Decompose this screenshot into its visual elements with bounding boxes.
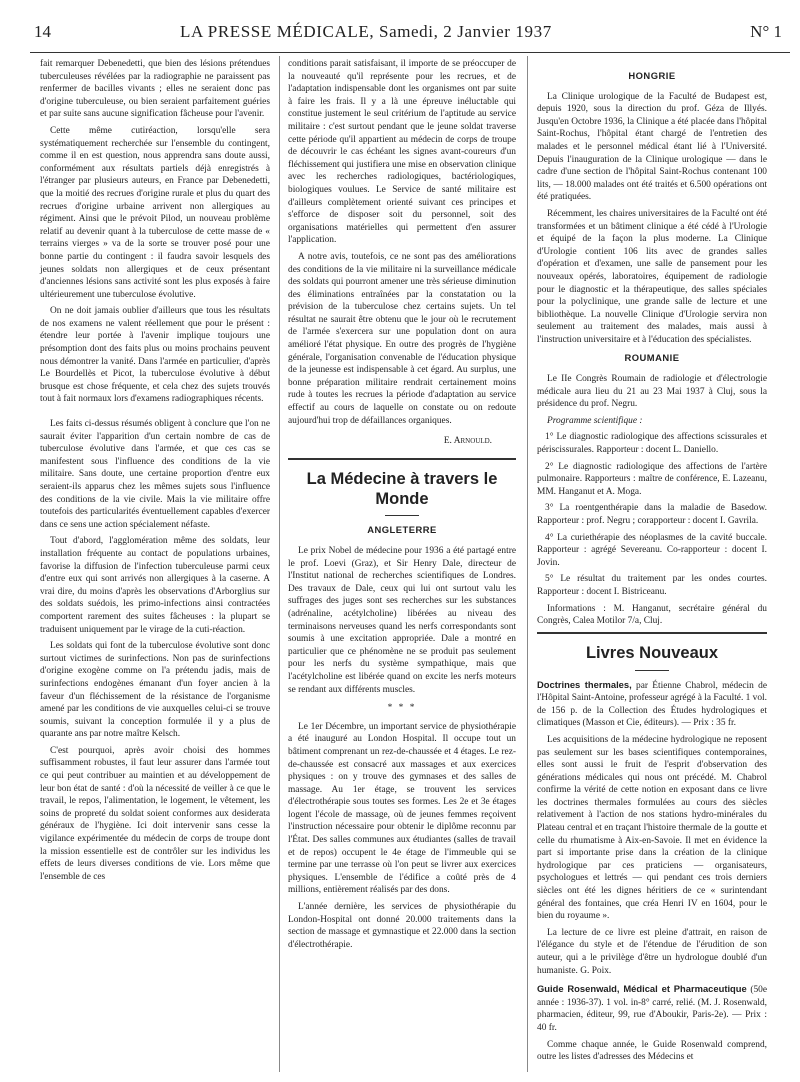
list-item: 5° Le résultat du traitement par les ondes courtes. Rapporteur : docent I. Bistriceanu. [537, 574, 767, 597]
paragraph: Comme chaque année, le Guide Rosenwald comprend, outre les listes d'adresses des Médecins et [537, 1039, 767, 1063]
list-item: 4° La curiethérapie des néoplasmes de la cavité buccale. Rapporteur : agrégé Severeanu. Co-rapporteur : docent I. Jovin. [537, 532, 767, 568]
column-divider [279, 56, 280, 1072]
paragraph: C'est pourquoi, après avoir choisi des hommes suffisamment robustes, il faut leur assurer dans l'armée tout ce qui peut contribuer au maintien et au développement de leur bon état de santé : d'où la nécessité de veiller à ce que le travail, le repos, l'alimentation, le logement, le vêtement, les soins de propreté du soldat soient conformes aux desiderata généraux de l'hygiène. Ici doit intervenir sans cesse la vigilance expérimentée du médecin de corps de troupe dont la mission essentielle est de contrôler sur les individus les effets de leurs diverses conditions de vie. Lors même que l'ensemble de ces [40, 745, 270, 882]
paragraph-text: La lecture de ce livre est pleine d'attrait, en raison de l'élégance du style et de l'étendue de l'érudition de son auteur, qui a le privilège d'être un hydrologue doublé d'un humaniste. [537, 927, 767, 976]
page-header [30, 22, 790, 48]
programme-label: Programme scientifique : [547, 415, 643, 426]
author-signature: E. Arnould. [443, 436, 492, 447]
book-title: Guide Rosenwald, Médical et Pharmaceutique [537, 983, 747, 995]
book-title: Doctrines thermales, [537, 678, 632, 690]
book-entry [537, 679, 767, 730]
paragraph [537, 927, 767, 977]
paragraph: Le 1er Décembre, un important service de physiothérapie a été inauguré au London Hospital. Il occupe tout un bâtiment comprenant un rez-de-chaussée et 4 étages. Le rez-de-chaussée est consacré aux massages et aux exercices physiques : on y trouve des gymnases et des salles de massage. Au 1er étage, se trouvent les services d'électrothérapie sous toutes ses formes. Les 2e et 3e étages logent l'école de massage, où de jeunes femmes reçoivent l'instruction nécessaire pour obtenir le diplôme reconnu par l'État. Des salles communes aux étudiantes (salles de travail et de repos) occupent le 4e étage de l'immeuble qui se termine par une terrasse où l'on peut se livrer aux exercices physiques. L'ensemble de l'édifice a coûté près de 4 millions, entièrement réalisés par des dons. [288, 721, 516, 896]
paragraph: Cette même cutiréaction, lorsqu'elle sera systématiquement recherchée sur l'ensemble du contingent, comme il en est question, nous apprendra sans doute aussi, conformément aux résultats partiels déjà enregistrés à l'étranger par plusieurs auteurs, en France par Debenedetti, que la moitié des recrues d'origine rurale et plus du quart des recrues d'origine urbaine arrivent non allergiques au régiment. Ainsi que le prévoit Pilod, un nouveau problème relatif au devenir quant à la tuberculose de cette masse de « terrains vierges » va de la sorte se trouver posé pour une bonne partie du contingent : il faudra savoir lesquels des jeunes soldats non allergiques et de ceux présentant d'anciennes lésions sans activité sont les plus exposés à faire ultérieurement une tuberculose évolutive. [40, 125, 270, 300]
paragraph: L'année dernière, les services de physiothérapie du London-Hospital ont donné 20.000 traitements dans la section de massage et gymnastique et 22.000 dans la section d'électrothérapie. [288, 902, 516, 950]
column-divider [527, 56, 528, 1072]
paragraph: Les faits ci-dessus résumés obligent à conclure que l'on ne saurait éviter l'apparition d'un certain nombre de cas de tuberculose évolutive dans l'armée, et que ces cas se manifestent sous l'influence des conditions de la vie militaire. Sans doute, une certaine proportion d'entre eux seraient-ils apparus chez les mêmes sujets sous l'influence des conditions de la vie civile. Mais la vie militaire offre toutefois des particularités éventuellement capables d'exercer dans ce sens une action spécialement néfaste. [40, 419, 270, 530]
section-title: Livres Nouveaux [585, 643, 719, 662]
paragraph: On ne doit jamais oublier d'ailleurs que tous les résultats de nos examens ne valent réellement que pour le présent : étendre leur portée à l'avenir implique toujours une présomption dont des faits plus ou moins prochains peuvent nous démontrer la vanité. Dans l'armée en particulier, d'après Le Bourdellès et Picot, la tuberculose évolutive à début brusque est chose fréquente, et cela chez des sujets trouvés tout à fait normaux lors d'examens radiographiques récents. [40, 306, 270, 405]
book-reference: (50e année : 1936-37). 1 vol. in-8° carré, relié. (M. J. Rosenwald, pharmacien, éditeur, 99, rue d'Aboukir, Paris-2e). — Prix : 40 fr. [537, 985, 767, 1033]
book-reference: par Étienne Chabrol, médecin de l'Hôpital Saint-Antoine, professeur agrégé à la Faculté. 1 vol. de 156 p. de la Collection des Études hydrologiques et climatiques (Masson et Cie, éditeurs). — Prix : 35 fr. [537, 680, 768, 729]
paragraph: Récemment, les chaires universitaires de la Faculté ont été transformées et un bâtiment clinique a été cédé à l'Urologie et équipé de la façon la plus moderne. La Clinique d'Urologie contient 106 lits avec de grandes salles d'opération et d'examen, une salle de pansement pour les nouveaux opérés, laboratoires, équipement de radiologie pour le diagnostic et la thérapeutique, des salles spéciales pour la polyclinique, une grande salle de lecture et une bibliothèque. La nouvelle Clinique d'Urologie servira non seulement au traitement des malades, mais aussi à l'instruction universitaire et à l'éducation des spécialistes. [537, 208, 767, 345]
list-item: 3° La roentgenthérapie dans la maladie de Basedow. Rapporteur : prof. Negru ; corapporteur : docent I. Gavrila. [537, 503, 767, 526]
paragraph: Le prix Nobel de médecine pour 1936 a été partagé entre le prof. Loevi (Graz), et Sir Henry Dale, directeur de l'Institut national de recherches scientifiques de Londres. Des travaux de Dale, ceux qui lui ont surtout valu les suffrages des juges sont ses recherches sur les substances (adrénaline, acétylcholine) libérées au niveau des terminaisons nerveuses quand les nerfs correspondants sont soumis à une excitation appropriée. Dale a montré en particulier que ce phénomène ne se produit pas seulement pour les nerfs du système sympathique, mais que l'acétylcholine est libérée quand on excite les nerfs moteurs se rendant aux différents muscles. [288, 546, 516, 695]
country-heading: HONGRIE [628, 70, 676, 81]
column-right [537, 58, 767, 1068]
list-item: 2° Le diagnostic radiologique des affections de l'artère pulmonaire. Rapporteurs : maître de conférence, E. Lazeanu, MM. Hanganut et A. Moga. [537, 461, 767, 497]
paragraph: Informations : M. Hanganut, secrétaire général du Congrès, Calea Motilor 7/a, Cluj. [537, 603, 767, 627]
issue-number: N° 1 [750, 22, 782, 41]
title-underline [635, 670, 669, 671]
book-entry [537, 983, 767, 1034]
country-heading: ROUMANIE [624, 352, 680, 364]
section-rule [288, 458, 516, 460]
separator-stars: * * * [387, 703, 417, 714]
list-item: 1° Le diagnostic radiologique des affections scissurales et périscissurales. Rapporteur : docent L. Daniello. [537, 432, 767, 456]
title-underline [385, 515, 419, 516]
paragraph: Les acquisitions de la médecine hydrologique ne reposent pas seulement sur les bases scientifiques contemporaines, elles sont aussi le fruit de l'esprit d'observation des générations médicales qui nous ont précédé. M. Chabrol confirme la vérité de cette notion en exposant dans ce livre les doctrines thermales formulées au cours des siècles relativement à l'action de nos stations hydro-minérales du Plateau central et en traçant l'histoire thermale de la goutte et celle du rhumatisme à Aix-en-Savoie. Il met en évidence la part si importante prise dans la création de la clinique hydrologique par ces praticiens — organisateurs, psychologues et lettrés — qui pendant ces trois derniers siècles ont été les dignes héritiers de ce « surintendant général des fontaines, que créa Henri IV en 1604, pour le bien du royaume ». [537, 734, 767, 922]
section-title: La Médecine à travers le Monde [306, 469, 498, 508]
column-middle [288, 58, 516, 955]
page-number: 14 [34, 22, 51, 41]
journal-title: LA PRESSE MÉDICALE, Samedi, 2 Janvier 1937 [180, 22, 552, 41]
paragraph: A notre avis, toutefois, ce ne sont pas des améliorations des conditions de la vie militaire ni la surveillance médicale des soldats qui pourront amener une très sérieuse diminution des éliminations entraînées par la constatation ou la prévision de la tuberculose chez certains sujets. Un tel résultat ne saurait être obtenu que le jour où le recrutement de l'armée s'exercera sur une population dont on aura amélioré l'état physique. En outre des progrès de l'hygiène générale, l'organisation convenable de l'éducation physique de la jeunesse est indispensable à cet égard. Au surplus, une bonne préparation militaire rendrait certainement moins rude à toutes les recrues la période d'adaptation au service effectif au cours de laquelle on constate ou on redoute aujourd'hui trop de défaillances organiques. [288, 251, 516, 426]
reviewer-signature: G. Poix. [580, 965, 612, 976]
section-rule [537, 632, 767, 634]
paragraph: Le IIe Congrès Roumain de radiologie et d'électrologie médicale aura lieu du 21 au 23 Mai 1937 à Cluj, sous la présidence du prof. Negru. [537, 374, 767, 410]
paragraph: conditions parait satisfaisant, il importe de se préoccuper de la nouveauté qu'il représente pour les recrues, et de l'adaptation indispensable dont les organismes ont par suite à faire les frais. Il y a là une épreuve inéluctable qui constitue justement le seul critérium de l'aptitude au service militaire : c'est surtout pendant que le jeune soldat traverse cette période qu'il appartient au médecin de corps de troupe de découvrir le cas échéant les signes avant-coureurs d'un fléchissement qui justifiera une mise en observation clinique avec les recherches radiologiques, bactériologiques, biologiques voulues. Le Service de santé militaire est d'ailleurs complètement orienté suivant ces principes et s'efforce de disposer soit du personnel, soit des organisations matérielles qui permettent d'en assurer l'application. [288, 59, 516, 246]
paragraph: La Clinique urologique de la Faculté de Budapest est, depuis 1920, sous la direction du prof. Géza de Illyés. Jusqu'en Octobre 1936, la Clinique a été placée dans l'hôpital Saint-Rochus, l'hôpital étant chargé de l'entretien des malades et le personnel médical étant lié à l'Université. Depuis l'inauguration de la Clinique urologique — dans le cadre d'une section de l'hôpital Saint-Rochus contenant 100 lits, — 18.000 malades ont été traités et 6.500 opérations ont été pratiquées. [537, 91, 767, 203]
paragraph: Les soldats qui font de la tuberculose évolutive sont donc surtout victimes de surinfections. Non pas de surinfections d'origine exogène comme on l'a prétendu jadis, mais de surinfections endogènes émanant d'un foyer ancien à la faveur d'un fléchissement de la résistance de l'organisme amené par les conditions de vie auxquelles celui-ci se trouve soumis, suivant la conception formulée il y a plus de quarante ans par notre maître Kelsch. [40, 641, 270, 740]
header-rule [30, 52, 790, 53]
paragraph: fait remarquer Debenedetti, que bien des lésions prétendues tuberculeuses révélées par la radiographie ne paraissent pas renfermer de bacilles vivants ; elles ne seraient donc pas d'origine tuberculeuse, ou bien seraient parfaitement guéries et par suite sans aucune signification fâcheuse pour l'avenir. [40, 59, 270, 120]
column-left [40, 58, 270, 887]
paragraph: Tout d'abord, l'agglomération même des soldats, leur installation fréquente au contact de populations urbaines, favorise la diffusion de l'infection tuberculeuse parmi ceux d'entre eux qui sont arrivés non allergiques à la caserne. A vrai dire, du moins d'après les observations d'Arborglius sur des soldats suédois, les primo-infections ainsi contractées comportent rarement des suites fâcheuses : la plupart se traduisent uniquement par le virage de la cuti-réaction. [40, 536, 270, 635]
country-heading: ANGLETERRE [367, 524, 437, 536]
